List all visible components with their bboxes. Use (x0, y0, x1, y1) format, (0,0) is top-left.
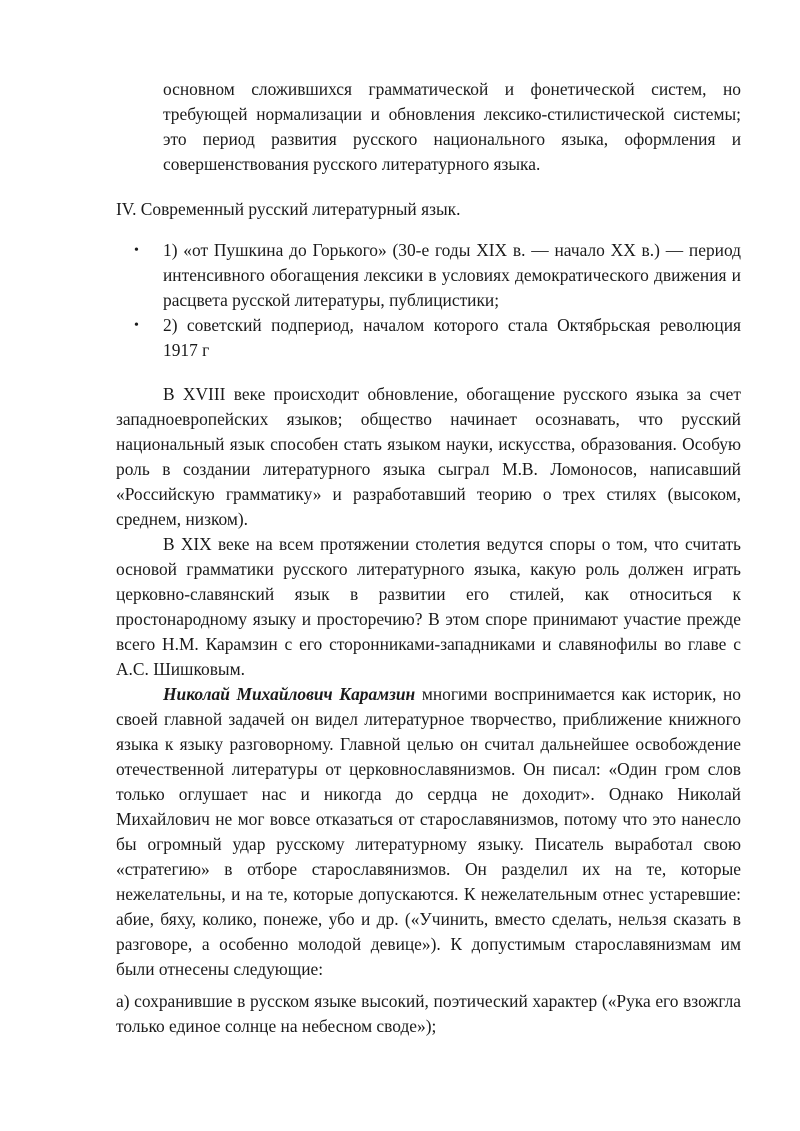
section-heading: IV. Современный русский литературный язык. (116, 199, 461, 219)
paragraph-karamzin (116, 682, 741, 982)
list-item-text: 1) «от Пушкина до Горького» (30-е годы XIX в. — начало XX в.) — период интенсивного обогащения лексики в условиях демократического движения и расцвета русской литературы, публицистики; (163, 240, 741, 310)
continuation-paragraph: основном сложившихся грамматической и фонетической систем, но требующей нормализации и обновления лексико-стилистической системы; это период развития русского национального языка, оформления и совершенствования русского литературного языка. (163, 79, 741, 174)
periods-list (116, 238, 741, 363)
list-item-text: 2) советский подпериод, началом которого стала Октябрьская революция 1917 г (163, 315, 741, 360)
bullet-icon: • (134, 243, 139, 258)
bullet-icon: • (134, 318, 139, 333)
list-item (116, 238, 741, 313)
paragraph-19th-century: В XIX веке на всем протяжении столетия ведутся споры о том, что считать основой грамматики русского литературного языка, какую роль должен играть церковно-славянский язык в развитии его стилей, как относиться к простонародному языку и просторечию? В этом споре принимают участие прежде всего Н.М. Карамзин с его сторонниками-западниками и славянофилы во главе с А.С. Шишковым. (116, 534, 741, 679)
karamzin-name: Николай Михайлович Карамзин (163, 684, 416, 704)
paragraph-18th-century: В XVIII веке происходит обновление, обогащение русского языка за счет западноевропейских языков; общество начинает осознавать, что русский национальный язык способен стать языком науки, искусства, образования. Особую роль в создании литературного языка сыграл М.В. Ломоносов, написавший «Российскую грамматику» и разработавший теорию о трех стилях (высоком, среднем, низком). (116, 384, 741, 529)
karamzin-text: многими воспринимается как историк, но своей главной задачей он видел литературное творчество, приближение книжного языка к языку разговорному. Главной целью он считал дальнейшее освобождение отечественной литературы от церковнославянизмов. Он писал: «Один гром слов только оглушает нас и никогда до сердца не доходит». Однако Николай Михайлович не мог вовсе отказаться от старославянизмов, потому что это нанесло бы огромный удар русскому литературному языку. Писатель выработал свою «стратегию» в отборе старославянизмов. Он разделил их на те, которые нежелательны, и на те, которые допускаются. К нежелательным отнес устаревшие: абие, бяху, колико, понеже, убо и др. («Учинить, вместо сделать, нельзя сказать в разговоре, а особенно молодой девице»). К допустимым старославянизмам им были отнесены следующие: (116, 684, 741, 979)
item-a-paragraph: а) сохранившие в русском языке высокий, поэтический характер («Рука его взожгла только единое солнце на небесном своде»); (116, 991, 741, 1036)
list-item (116, 313, 741, 363)
